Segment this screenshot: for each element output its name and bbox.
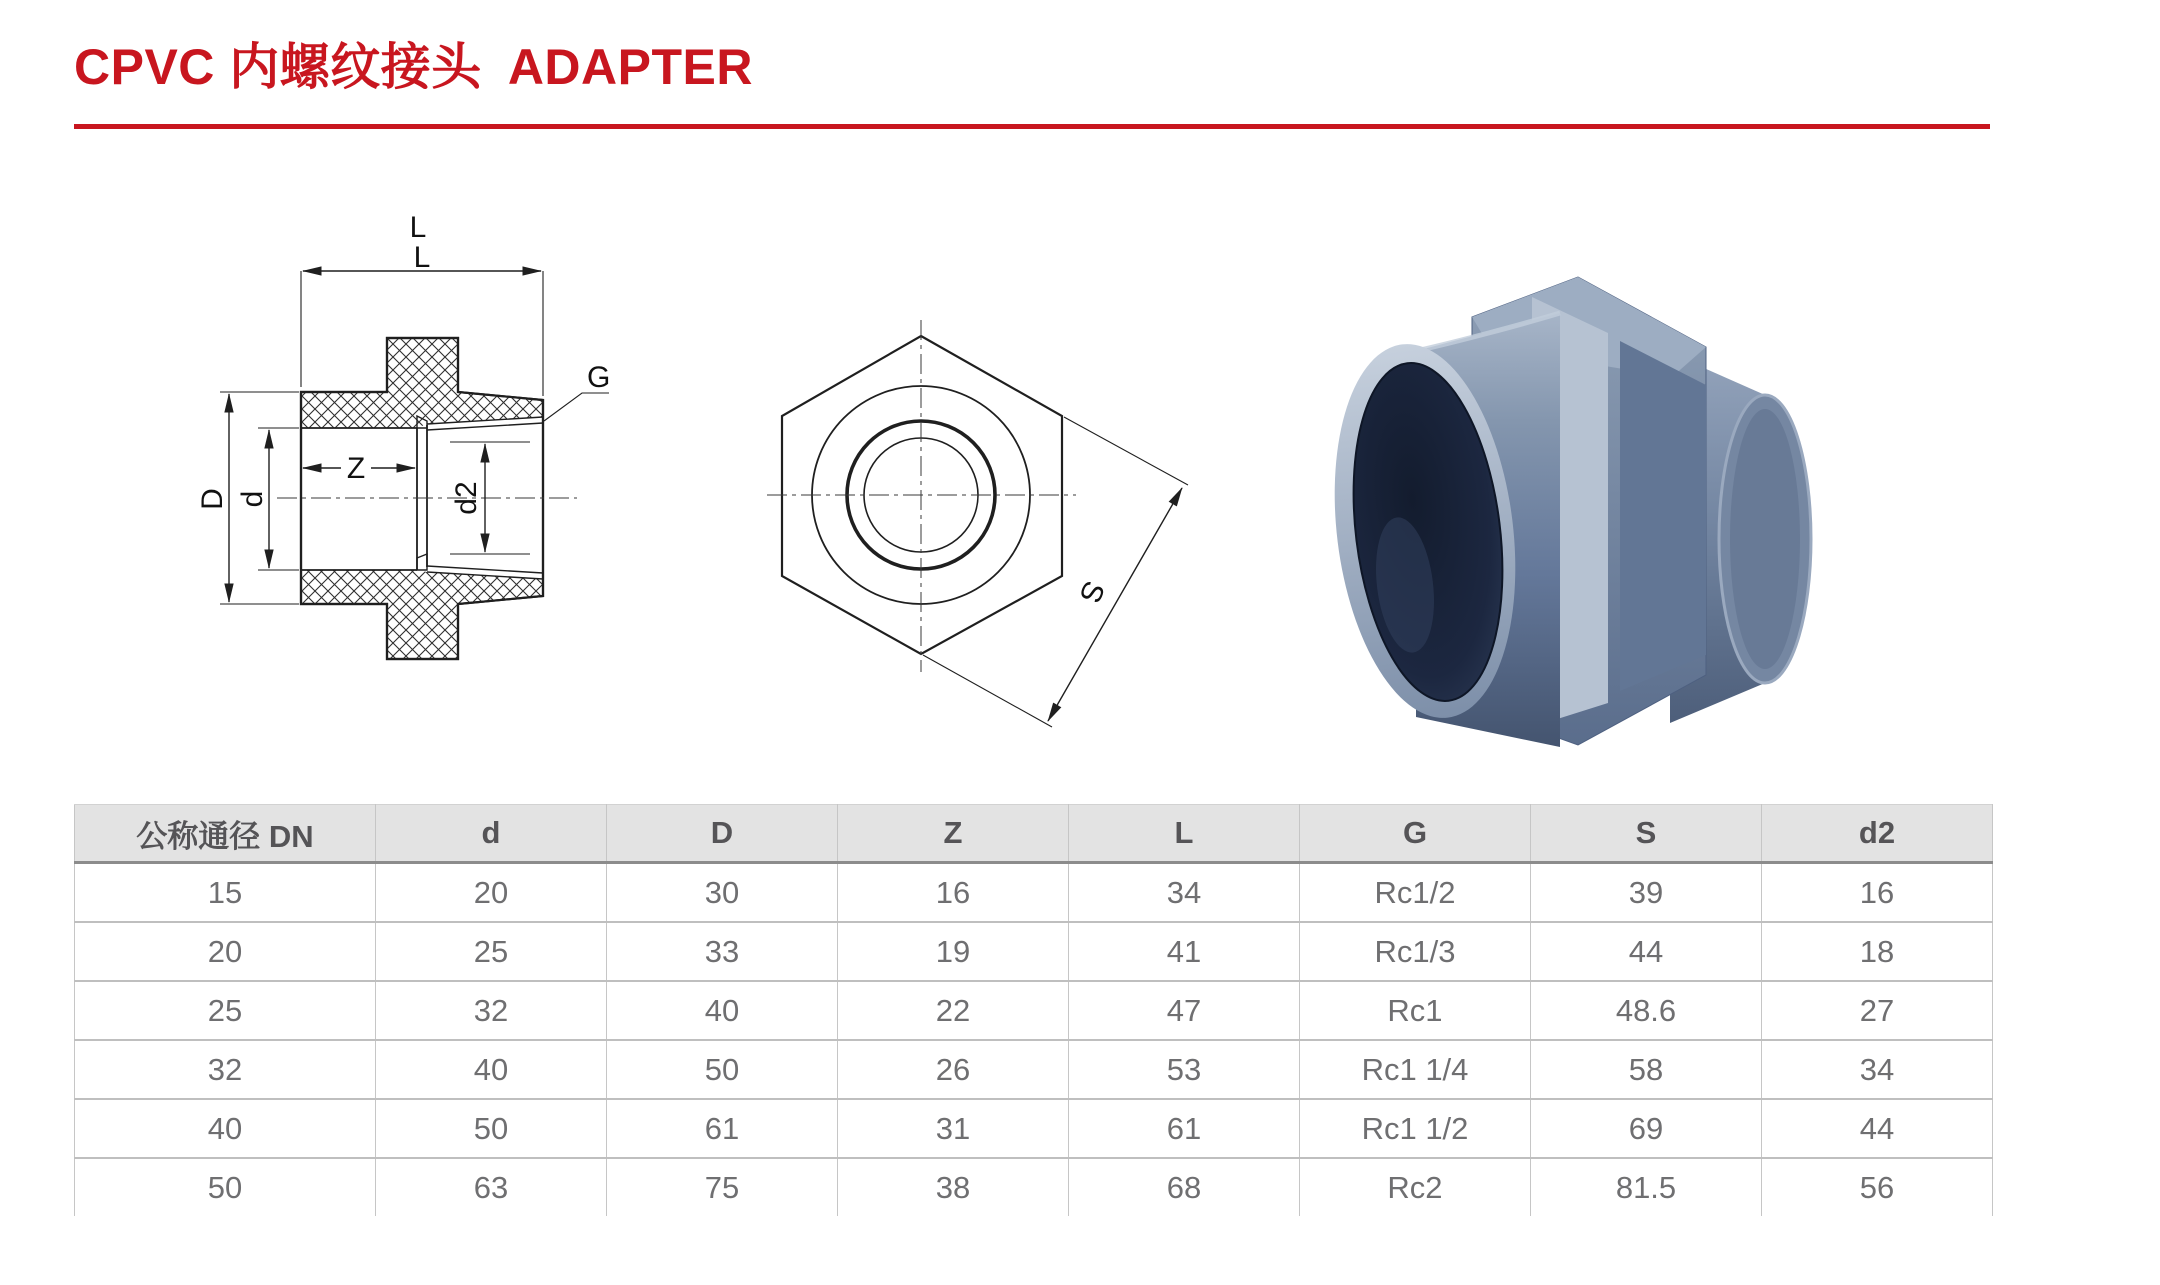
page-title-en: ADAPTER xyxy=(507,39,753,95)
table-cell: 38 xyxy=(838,1158,1069,1216)
spec-table xyxy=(74,804,1993,1216)
table-cell: 40 xyxy=(376,1040,607,1099)
table-cell: 41 xyxy=(1069,922,1300,981)
table-cell: 58 xyxy=(1531,1040,1762,1099)
table-row xyxy=(75,981,1993,1040)
column-header-D: D xyxy=(607,805,838,863)
table-cell: 69 xyxy=(1531,1099,1762,1158)
table-cell: 68 xyxy=(1069,1158,1300,1216)
dim-label-d2: d2 xyxy=(450,481,483,515)
table-cell: 19 xyxy=(838,922,1069,981)
dim-label-Z: Z xyxy=(346,452,366,485)
dim-label-L2: L xyxy=(413,241,431,274)
table-cell: Rc1 1/2 xyxy=(1300,1099,1531,1158)
table-cell: Rc1 xyxy=(1300,981,1531,1040)
table-cell: 75 xyxy=(607,1158,838,1216)
table-cell: 34 xyxy=(1069,863,1300,923)
table-cell: 20 xyxy=(376,863,607,923)
table-row xyxy=(75,922,1993,981)
section-hatch-top xyxy=(301,338,543,428)
column-header-d2: d2 xyxy=(1762,805,1993,863)
column-header-S: S xyxy=(1531,805,1762,863)
column-header-d: d xyxy=(376,805,607,863)
table-cell: 47 xyxy=(1069,981,1300,1040)
page-title xyxy=(74,34,753,102)
title-underline xyxy=(74,124,1990,129)
table-cell: 50 xyxy=(376,1099,607,1158)
dim-label-S: S xyxy=(1072,576,1111,608)
dim-label-L1: L xyxy=(409,211,427,244)
table-cell: 30 xyxy=(607,863,838,923)
dim-label-G: G xyxy=(587,361,611,394)
table-cell: 53 xyxy=(1069,1040,1300,1099)
section-view-diagram xyxy=(185,175,625,695)
table-cell: 61 xyxy=(607,1099,838,1158)
table-cell: 25 xyxy=(376,922,607,981)
table-cell: 22 xyxy=(838,981,1069,1040)
section-hatch-bottom xyxy=(301,570,543,659)
table-cell: 27 xyxy=(1762,981,1993,1040)
table-cell: Rc2 xyxy=(1300,1158,1531,1216)
table-cell: 32 xyxy=(75,1040,376,1099)
table-cell: 15 xyxy=(75,863,376,923)
table-cell: 63 xyxy=(376,1158,607,1216)
table-cell: 39 xyxy=(1531,863,1762,923)
table-cell: Rc1/2 xyxy=(1300,863,1531,923)
table-cell: 50 xyxy=(607,1040,838,1099)
table-cell: 33 xyxy=(607,922,838,981)
front-view-diagram xyxy=(740,300,1210,740)
column-header-Z: Z xyxy=(838,805,1069,863)
table-cell: 18 xyxy=(1762,922,1993,981)
header-row xyxy=(75,805,1993,863)
table-cell: 34 xyxy=(1762,1040,1993,1099)
table-cell: 16 xyxy=(1762,863,1993,923)
section-hatch-wall-bottom xyxy=(417,554,427,570)
dim-label-d: d xyxy=(236,490,269,508)
table-cell: 81.5 xyxy=(1531,1158,1762,1216)
table-cell: Rc1 1/4 xyxy=(1300,1040,1531,1099)
dim-label-D: D xyxy=(196,488,229,510)
column-header-dn: 公称通径 DN xyxy=(75,805,376,863)
table-row xyxy=(75,1040,1993,1099)
table-cell: 31 xyxy=(838,1099,1069,1158)
table-cell: 16 xyxy=(838,863,1069,923)
table-row xyxy=(75,1158,1993,1216)
table-cell: 25 xyxy=(75,981,376,1040)
table-cell: 40 xyxy=(607,981,838,1040)
column-header-L: L xyxy=(1069,805,1300,863)
table-cell: 56 xyxy=(1762,1158,1993,1216)
table-row xyxy=(75,1099,1993,1158)
table-cell: 61 xyxy=(1069,1099,1300,1158)
table-cell: 40 xyxy=(75,1099,376,1158)
table-cell: 44 xyxy=(1762,1099,1993,1158)
table-cell: 48.6 xyxy=(1531,981,1762,1040)
product-photo xyxy=(1320,255,1820,765)
table-row xyxy=(75,863,1993,923)
table-cell: 20 xyxy=(75,922,376,981)
page-title-zh: CPVC 内螺纹接头 xyxy=(74,39,482,95)
column-header-G: G xyxy=(1300,805,1531,863)
table-cell: 32 xyxy=(376,981,607,1040)
table-cell: 50 xyxy=(75,1158,376,1216)
table-cell: 26 xyxy=(838,1040,1069,1099)
table-cell: Rc1/3 xyxy=(1300,922,1531,981)
table-cell: 44 xyxy=(1531,922,1762,981)
